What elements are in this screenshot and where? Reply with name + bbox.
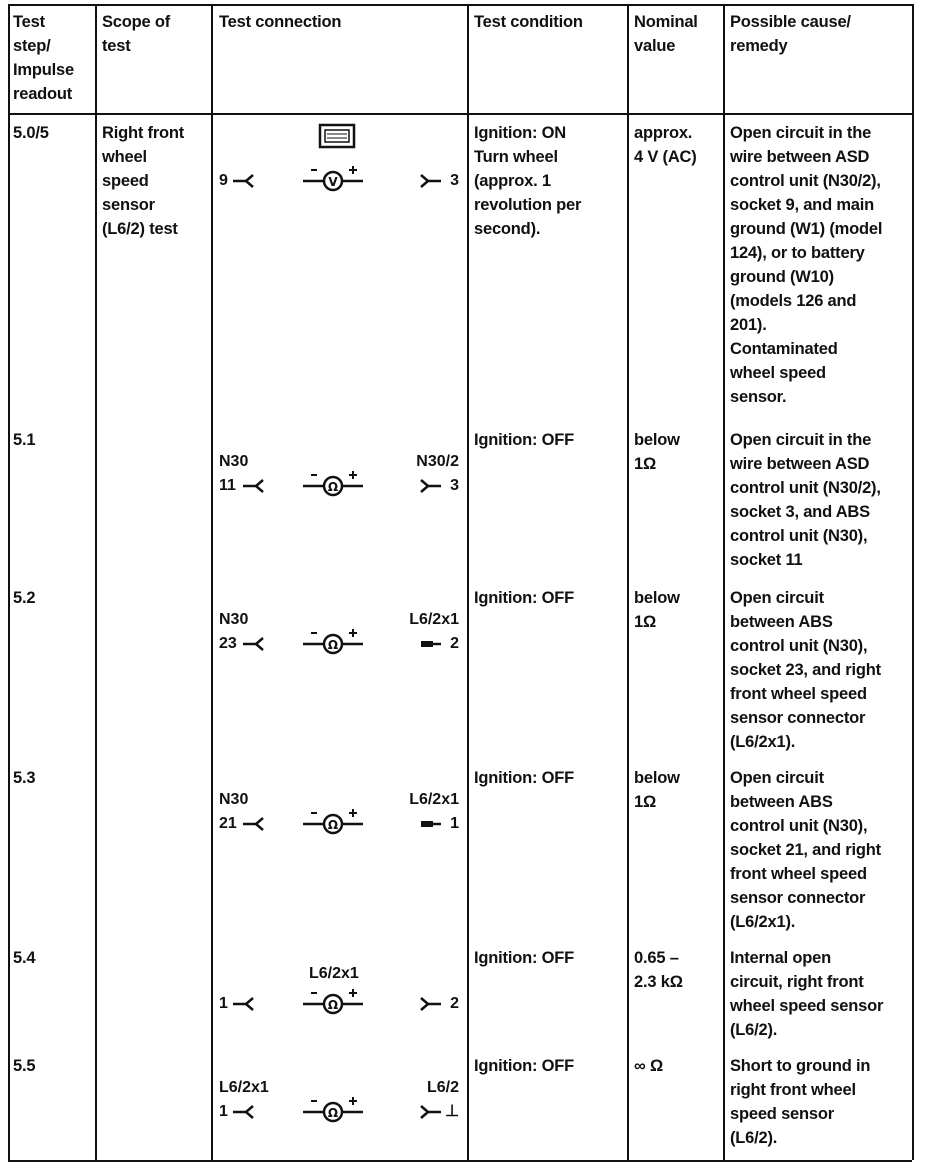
possible-cause-line: Open circuit — [730, 769, 824, 787]
ohmmeter-icon — [301, 800, 371, 839]
possible-cause-line: socket 11 — [730, 551, 803, 569]
nominal-value — [634, 586, 726, 634]
left-pin-number: 1 — [219, 1103, 228, 1120]
right-plug-icon — [419, 994, 443, 1020]
left-connector-label: N30 — [219, 453, 249, 470]
svg-text:Ω: Ω — [327, 638, 339, 652]
possible-cause-line: socket 3, and ABS — [730, 503, 870, 521]
header-step-line: Impulse — [13, 61, 74, 79]
possible-cause-line: (L6/2x1). — [730, 913, 796, 931]
scope-text-line: (L6/2) test — [102, 220, 178, 238]
ohmmeter-icon — [301, 1088, 371, 1127]
possible-cause-line: socket 23, and right — [730, 661, 881, 679]
nominal-value — [634, 428, 726, 476]
possible-cause-line: control unit (N30/2), — [730, 172, 881, 190]
right-connector-label: L6/2 — [426, 1079, 459, 1096]
left-plug-icon — [241, 476, 265, 502]
ohmmeter-icon — [301, 462, 371, 501]
possible-cause-line: wire between ASD — [730, 148, 870, 166]
possible-cause-line: (models 126 and — [730, 292, 857, 310]
scope-text-line: wheel — [102, 148, 147, 166]
possible-cause-line: wheel speed sensor — [730, 997, 884, 1015]
step-number: 5.1 — [13, 431, 36, 449]
left-plug-icon — [231, 994, 255, 1020]
right-plug-icon — [419, 634, 443, 660]
right-pin-number: 1 — [450, 815, 459, 832]
possible-cause-line: (L6/2x1). — [730, 733, 796, 751]
header-cause-line: Possible cause/ — [730, 13, 851, 31]
header-scope-line: Scope of — [102, 13, 171, 31]
test-condition — [474, 766, 629, 790]
header-nominal-line: Nominal — [634, 13, 698, 31]
svg-text:Ω: Ω — [327, 480, 339, 494]
test-condition-line: Ignition: ON — [474, 124, 566, 142]
possible-cause-line: between ABS — [730, 613, 833, 631]
header-step — [13, 10, 98, 106]
left-plug-icon — [231, 1102, 255, 1128]
possible-cause-line: control unit (N30/2), — [730, 479, 881, 497]
nominal-value-line: below — [634, 769, 680, 787]
possible-cause — [730, 586, 915, 754]
nominal-value — [634, 121, 726, 169]
header-cause — [730, 10, 915, 58]
test-condition-line: Turn wheel — [474, 148, 558, 166]
svg-text:Ω: Ω — [327, 818, 339, 832]
header-cause-line: remedy — [730, 37, 788, 55]
scope-text-line: Right front — [102, 124, 185, 142]
possible-cause-line: Internal open — [730, 949, 831, 967]
test-condition-line: second). — [474, 220, 541, 238]
test-condition-line: Ignition: OFF — [474, 431, 575, 449]
possible-cause-line: wire between ASD — [730, 455, 870, 473]
possible-cause-line: 124), or to battery — [730, 244, 865, 262]
possible-cause-line: sensor connector — [730, 889, 866, 907]
right-connector-label: L6/2x1 — [409, 611, 459, 628]
possible-cause-line: socket 21, and right — [730, 841, 881, 859]
test-condition — [474, 586, 629, 610]
nominal-value-line: below — [634, 431, 680, 449]
nominal-value — [634, 766, 726, 814]
header-condition-line: Test condition — [474, 13, 583, 31]
possible-cause-line: front wheel speed — [730, 685, 867, 703]
step-number: 5.4 — [13, 949, 36, 967]
nominal-value-line: ∞ Ω — [634, 1057, 663, 1075]
possible-cause-line: between ABS — [730, 793, 833, 811]
possible-cause-line: front wheel speed — [730, 865, 867, 883]
possible-cause-line: Open circuit — [730, 589, 824, 607]
ohmmeter-icon — [301, 980, 371, 1019]
possible-cause — [730, 946, 915, 1042]
nominal-value-line: 0.65 – — [634, 949, 679, 967]
nominal-value-line: below — [634, 589, 680, 607]
right-pin-number: 3 — [450, 477, 459, 494]
step-number: 5.0/5 — [13, 124, 49, 142]
scope-text-line: speed — [102, 172, 149, 190]
table-bottom-border — [8, 1160, 912, 1162]
possible-cause-line: sensor. — [730, 388, 787, 406]
header-divider — [8, 113, 912, 115]
possible-cause-line: 201). — [730, 316, 767, 334]
nominal-value — [634, 946, 726, 994]
nominal-value-line: 1Ω — [634, 455, 657, 473]
ground-symbol: ⊥ — [445, 1103, 459, 1120]
test-condition — [474, 121, 629, 241]
possible-cause-line: ground (W1) (model — [730, 220, 883, 238]
left-pin-number: 21 — [219, 815, 237, 832]
header-connection-line: Test connection — [219, 13, 342, 31]
column-divider — [95, 4, 97, 1160]
left-pin-number: 23 — [219, 635, 237, 652]
step-number: 5.5 — [13, 1057, 36, 1075]
nominal-value-line: approx. — [634, 124, 693, 142]
test-condition — [474, 1054, 629, 1078]
possible-cause — [730, 121, 915, 409]
possible-cause-line: Short to ground in — [730, 1057, 871, 1075]
possible-cause-line: control unit (N30), — [730, 637, 868, 655]
test-condition-line: Ignition: OFF — [474, 589, 575, 607]
right-connector-label: N30/2 — [416, 453, 459, 470]
right-plug-icon — [419, 476, 443, 502]
test-condition-line: Ignition: OFF — [474, 769, 575, 787]
right-connector-label: L6/2x1 — [409, 791, 459, 808]
column-divider — [467, 4, 469, 1160]
left-pin-number: 11 — [219, 477, 236, 494]
header-step-line: step/ — [13, 37, 51, 55]
step-number: 5.2 — [13, 589, 36, 607]
test-condition — [474, 946, 629, 970]
nominal-value-line: 1Ω — [634, 793, 657, 811]
right-plug-icon — [419, 814, 443, 840]
possible-cause-line: Open circuit in the — [730, 431, 872, 449]
right-pin-number: 3 — [450, 172, 459, 189]
header-nominal — [634, 10, 726, 58]
possible-cause-line: speed sensor — [730, 1105, 834, 1123]
test-condition — [474, 428, 629, 452]
right-pin-number: 2 — [450, 635, 459, 652]
nominal-value-line: 4 V (AC) — [634, 148, 697, 166]
nominal-value-line: 2.3 kΩ — [634, 973, 683, 991]
possible-cause-line: right front wheel — [730, 1081, 856, 1099]
possible-cause-line: (L6/2). — [730, 1021, 778, 1039]
voltmeter-icon — [301, 157, 371, 196]
left-connector-label: N30 — [219, 611, 249, 628]
svg-text:V: V — [328, 175, 338, 189]
possible-cause — [730, 766, 915, 934]
header-step-line: readout — [13, 85, 73, 103]
possible-cause-line: control unit (N30), — [730, 817, 868, 835]
test-condition-line: Ignition: OFF — [474, 1057, 575, 1075]
possible-cause-line: control unit (N30), — [730, 527, 868, 545]
left-connector-label: L6/2x1 — [219, 1079, 269, 1096]
possible-cause-line: ground (W10) — [730, 268, 834, 286]
column-divider — [8, 4, 10, 1160]
right-plug-icon — [419, 171, 443, 197]
svg-text:Ω: Ω — [327, 1106, 339, 1120]
table-top-border — [8, 4, 912, 6]
sensor-connector-label: L6/2x1 — [309, 965, 359, 982]
left-plug-icon — [241, 814, 265, 840]
possible-cause — [730, 428, 915, 572]
possible-cause — [730, 1054, 915, 1150]
possible-cause-line: (L6/2). — [730, 1129, 778, 1147]
nominal-value-line: 1Ω — [634, 613, 657, 631]
left-plug-icon — [231, 171, 255, 197]
possible-cause-line: Open circuit in the — [730, 124, 872, 142]
right-plug-icon — [419, 1102, 443, 1128]
header-condition — [474, 10, 629, 34]
header-connection — [219, 10, 469, 34]
test-condition-line: Ignition: OFF — [474, 949, 575, 967]
nominal-value — [634, 1054, 726, 1078]
header-scope — [102, 10, 212, 58]
left-plug-icon — [241, 634, 265, 660]
possible-cause-line: sensor connector — [730, 709, 866, 727]
test-condition-line: (approx. 1 — [474, 172, 551, 190]
header-nominal-line: value — [634, 37, 676, 55]
test-condition-line: revolution per — [474, 196, 582, 214]
header-step-line: Test — [13, 13, 45, 31]
step-number: 5.3 — [13, 769, 36, 787]
left-connector-label: N30 — [219, 791, 249, 808]
svg-text:Ω: Ω — [327, 998, 339, 1012]
scope-text-line: sensor — [102, 196, 155, 214]
left-pin-number: 1 — [219, 995, 228, 1012]
ohmmeter-icon — [301, 620, 371, 659]
possible-cause-line: wheel speed — [730, 364, 826, 382]
possible-cause-line: socket 9, and main — [730, 196, 875, 214]
right-pin-number: 2 — [450, 995, 459, 1012]
possible-cause-line: Contaminated — [730, 340, 838, 358]
tester-icon — [318, 123, 356, 154]
header-scope-line: test — [102, 37, 131, 55]
scope-text — [102, 121, 212, 241]
left-pin-number: 9 — [219, 172, 228, 189]
possible-cause-line: circuit, right front — [730, 973, 864, 991]
